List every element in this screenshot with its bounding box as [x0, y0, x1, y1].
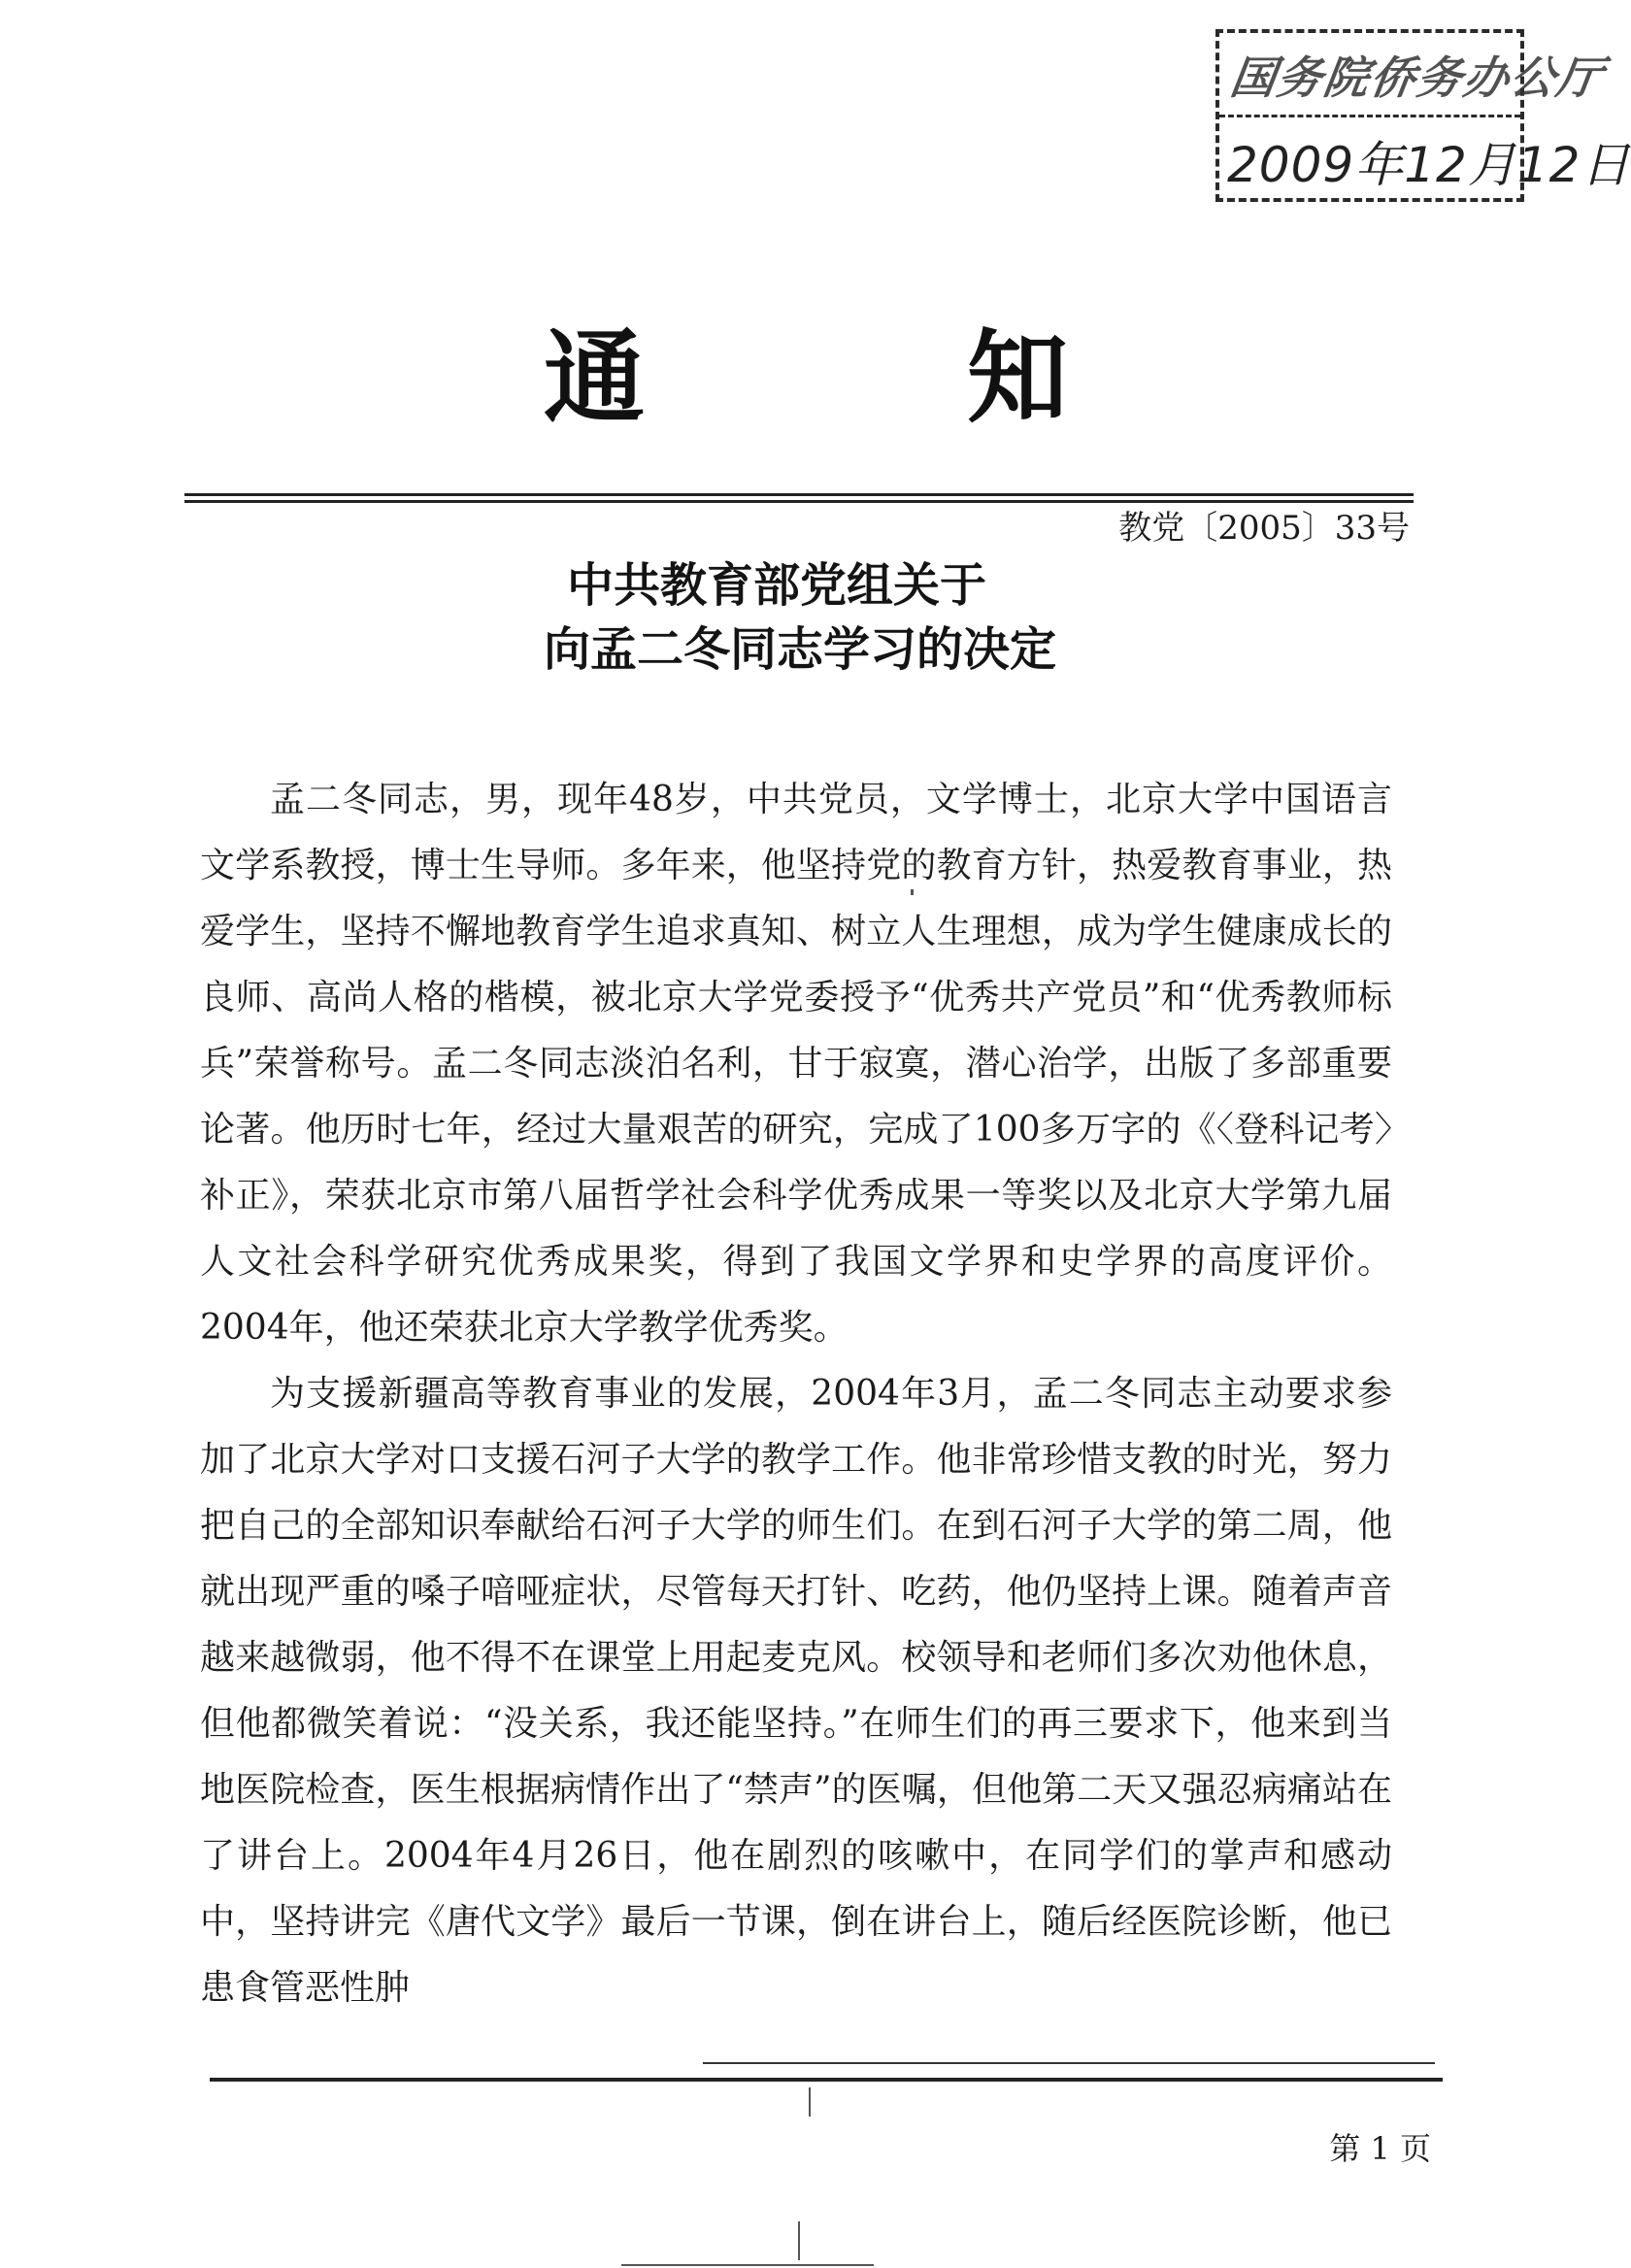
title-line-2: 向孟二冬同志学习的决定 — [543, 622, 1056, 677]
heading-char-2: 知 — [966, 317, 1068, 437]
page-number: 第 1 页 — [1329, 2130, 1431, 2167]
stamp-date: 2009年12月12日 — [1227, 137, 1631, 193]
document-body — [200, 767, 1392, 2021]
received-stamp — [1215, 29, 1631, 202]
stamp-organization: 国务院侨务办公厅 — [1227, 51, 1608, 104]
stamp-divider — [1219, 115, 1520, 117]
scan-artifact — [809, 2087, 811, 2117]
heading-char-1: 通 — [544, 317, 646, 437]
scan-artifact — [621, 2264, 874, 2266]
scan-artifact — [798, 2221, 800, 2260]
title-line-1: 中共教育部党组关于 — [566, 558, 986, 613]
footer-thin-rule — [703, 2062, 1435, 2064]
footer-rule — [210, 2078, 1443, 2082]
document-number: 教党〔2005〕33号 — [1118, 509, 1410, 548]
body-paragraph-2: 为支援新疆高等教育事业的发展，2004年3月，孟二冬同志主动要求参加了北京大学对口支援石河子大学的教学工作。他非常珍惜支教的时光，努力把自己的全部知识奉献给石河子大学的师生们。在到石河子大学的第二周，他就出现严重的嗓子喑哑症状，尽管每天打针、吃药，他仍坚持上课。随着声音越来越微弱，他不得不在课堂上用起麦克风。校领导和老师们多次劝他休息，但他都微笑着说：“没关系，我还能坚持。”在师生们的再三要求下，他来到当地医院检查，医生根据病情作出了“禁声”的医嘱，但他第二天又强忍病痛站在了讲台上。2004年4月26日，他在剧烈的咳嗽中，在同学们的掌声和感动中，坚持讲完《唐代文学》最后一节课，倒在讲台上，随后经医院诊断，他已患食管恶性肿 — [200, 1374, 1392, 2008]
scan-artifact — [911, 889, 914, 895]
body-paragraph-1: 孟二冬同志，男，现年48岁，中共党员，文学博士，北京大学中国语言文学系教授，博士生导师。多年来，他坚持党的教育方针，热爱教育事业，热爱学生，坚持不懈地教育学生追求真知、树立人生理想，成为学生健康成长的良师、高尚人格的楷模，被北京大学党委授予“优秀共产党员”和“优秀教师标兵”荣誉称号。孟二冬同志淡泊名利，甘于寂寞，潜心治学，出版了多部重要论著。他历时七年，经过大量艰苦的研究，完成了100多万字的《〈登科记考〉补正》，荣获北京市第八届哲学社会科学优秀成果一等奖以及北京大学第九届人文社会科学研究优秀成果奖，得到了我国文学界和史学界的高度评价。2004年，他还荣获北京大学教学优秀奖。 — [200, 780, 1392, 1348]
document-heading — [544, 311, 1068, 437]
